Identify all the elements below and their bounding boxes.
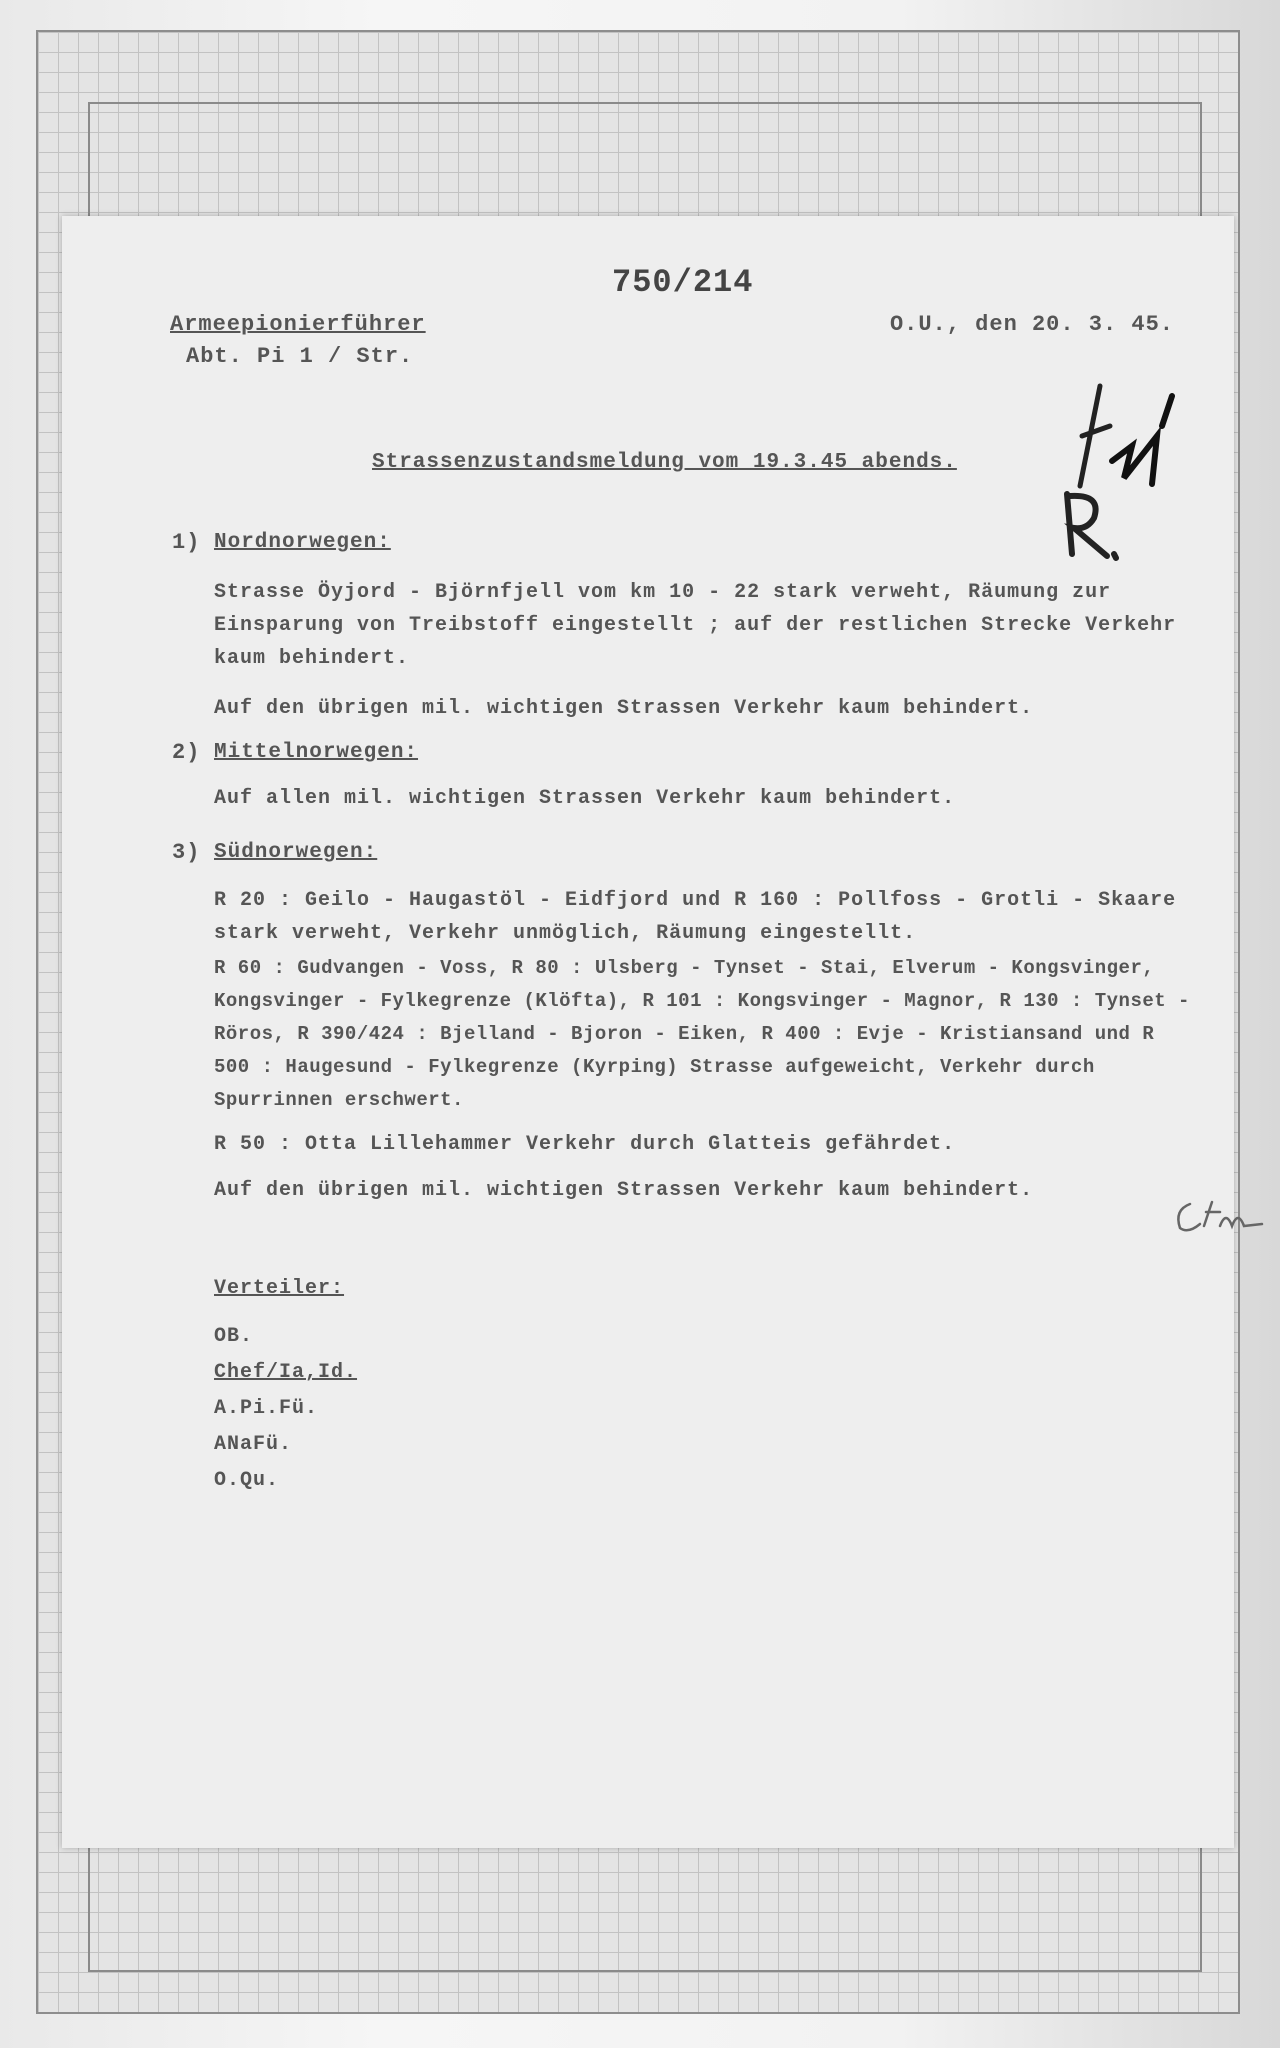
handwritten-mark-icon: [1052, 484, 1132, 564]
distribution-item: ANaFü.: [214, 1433, 293, 1456]
place-date: O.U., den 20. 3. 45.: [889, 312, 1174, 337]
document-page: [62, 216, 1234, 1848]
unit-subdivision: Abt. Pi 1 / Str.: [186, 344, 414, 369]
distribution-heading: Verteiler:: [214, 1277, 345, 1300]
distribution-item: A.Pi.Fü.: [214, 1397, 319, 1420]
section-heading: Mittelnorwegen:: [214, 741, 419, 764]
section-paragraph: R 60 : Gudvangen - Voss, R 80 : Ulsberg - Tynset - Stai, Elverum - Kongsvinger, Kongsvinger - Fylkegrenze (Klöfta), R 101 : Kongsvinger - Magnor, R 130 : Tynset - Röros, R 390/424 : Bjelland - Bjoron - Eiken, R 400 : Evje - Kristiansand und R 500 : Haugesund - Fylkegrenze (Kyrping) Strasse aufgeweicht, Verkehr durch Spurrinnen erschwert.: [214, 957, 1190, 1111]
section-number: 1): [172, 530, 201, 555]
document-title: Strassenzustandsmeldung vom 19.3.45 abends.: [372, 451, 957, 474]
distribution-item: O.Qu.: [214, 1469, 280, 1492]
distribution-item: Chef/Ia,Id.: [214, 1361, 358, 1384]
handwritten-initials-icon: [1170, 1196, 1270, 1236]
handwritten-initials-icon: [1062, 366, 1212, 496]
section-paragraph: Strasse Öyjord - Björnfjell vom km 10 - 22 stark verweht, Räumung zur Einsparung von Treibstoff eingestellt ; auf der restlichen Strecke Verkehr kaum behindert.: [214, 581, 1177, 670]
section-heading: Südnorwegen:: [214, 841, 378, 864]
section-number: 3): [172, 840, 201, 865]
section-paragraph: R 50 : Otta Lillehammer Verkehr durch Glatteis gefährdet.: [214, 1133, 956, 1156]
section-paragraph: R 20 : Geilo - Haugastöl - Eidfjord und R 160 : Pollfoss - Grotli - Skaare stark verweht, Verkehr unmöglich, Räumung eingestellt.: [214, 889, 1177, 945]
section-paragraph: Auf allen mil. wichtigen Strassen Verkehr kaum behindert.: [214, 787, 956, 810]
section-number: 2): [172, 740, 201, 765]
section-paragraph: Auf den übrigen mil. wichtigen Strassen Verkehr kaum behindert.: [214, 1179, 1034, 1202]
unit-name: Armeepionierführer: [170, 312, 426, 337]
section-paragraph: Auf den übrigen mil. wichtigen Strassen Verkehr kaum behindert.: [214, 697, 1034, 720]
distribution-item: OB.: [214, 1325, 254, 1348]
section-heading: Nordnorwegen:: [214, 531, 391, 554]
document-number: 750/214: [612, 264, 754, 301]
